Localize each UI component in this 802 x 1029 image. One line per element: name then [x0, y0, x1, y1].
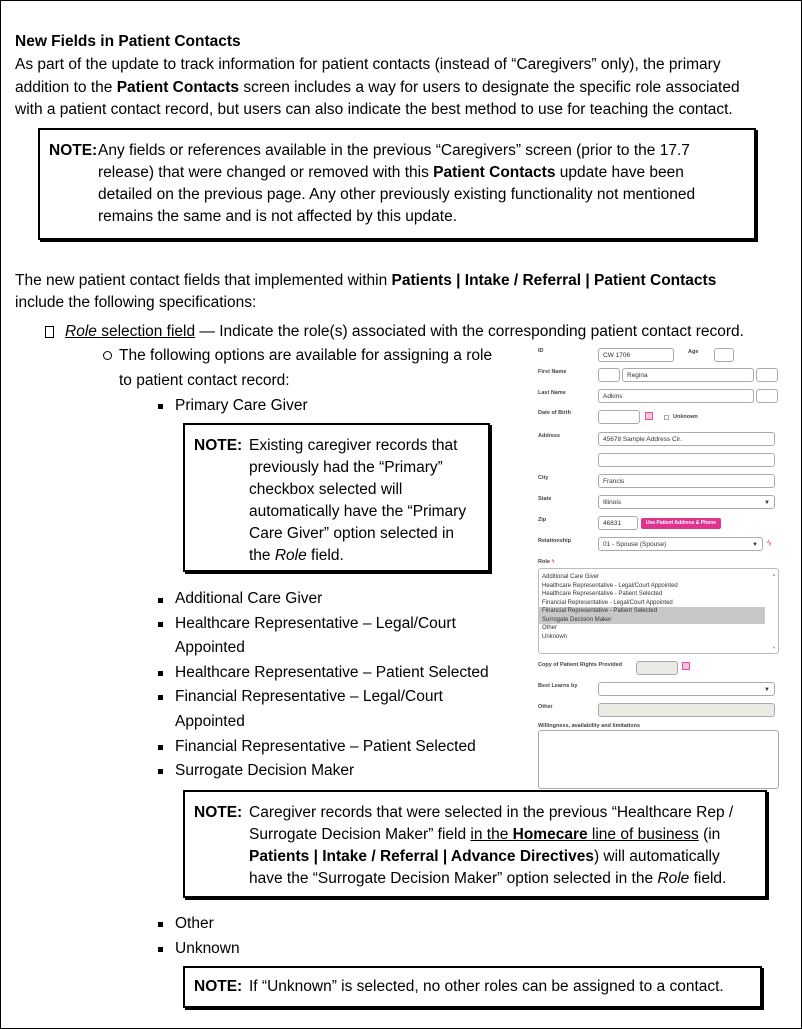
option-item: Appointed [175, 639, 245, 656]
required-icon: ϟ [767, 539, 772, 548]
id-label: ID [538, 348, 544, 354]
role-option[interactable]: Other [542, 625, 558, 631]
scroll-up-icon[interactable]: ▲ [772, 572, 776, 577]
role-label: Role ϟ [538, 559, 555, 565]
option-item: Financial Representative – Legal/Court [175, 688, 443, 705]
other-field[interactable] [598, 703, 775, 717]
dropdown-arrow-icon: ▼ [764, 500, 770, 506]
sub-line: The following options are available for assigning a role [119, 347, 493, 364]
unknown-checkbox[interactable] [664, 415, 669, 420]
note-box [38, 128, 756, 240]
bullet-box-icon [45, 326, 54, 338]
scroll-down-icon[interactable]: ▼ [772, 645, 776, 650]
note-label: NOTE: [49, 142, 98, 159]
para-line: include the following specifications: [15, 294, 257, 311]
section-heading: New Fields in Patient Contacts [15, 33, 241, 50]
option-item: Other [175, 915, 214, 932]
square-bullet-icon [158, 947, 163, 952]
option-item: Appointed [175, 713, 245, 730]
option-item: Primary Care Giver [175, 397, 308, 414]
note-text: Existing caregiver records that previously had the “Primary” checkbox selected will automatically have the “Primary Care Giver” option selected in the Role field. [249, 437, 467, 564]
address-line1-field[interactable]: 45678 Sample Address Cir. [598, 432, 775, 446]
unknown-label: Unknown [673, 414, 698, 420]
dropdown-arrow-icon: ▼ [764, 687, 770, 693]
note-text: If “Unknown” is selected, no other roles can be assigned to a contact. [249, 978, 724, 995]
dob-field[interactable] [598, 410, 640, 424]
circle-bullet-icon [103, 351, 112, 360]
square-bullet-icon [158, 695, 163, 700]
dob-label: Date of Birth [538, 410, 571, 416]
note-label: NOTE: [194, 437, 243, 454]
suffix-field[interactable] [756, 389, 778, 403]
option-item: Unknown [175, 940, 240, 957]
city-field[interactable]: Francis [598, 474, 775, 488]
sub-line: to patient contact record: [119, 372, 290, 389]
role-option[interactable]: Healthcare Representative - Legal/Court Appointed [542, 582, 678, 589]
rights-label: Copy of Patient Rights Provided [538, 662, 623, 668]
zip-field[interactable]: 46831 [598, 516, 638, 530]
city-label: City [538, 475, 549, 481]
last-name-label: Last Name [538, 390, 566, 396]
option-item: Additional Care Giver [175, 590, 323, 607]
willingness-label: Willingness, availability and limitations [538, 723, 641, 729]
option-item: Financial Representative – Patient Selected [175, 738, 476, 755]
role-bullet: Role selection field — Indicate the role(s) associated with the corresponding patient contact record. [65, 323, 744, 340]
para-line: The new patient contact fields that implemented within Patients | Intake / Referral | Patient Contacts [15, 272, 717, 289]
use-patient-address-button[interactable]: Use Patient Address & Phone [641, 518, 721, 529]
prefix-field[interactable] [598, 368, 620, 382]
intro-line: addition to the Patient Contacts screen includes a way for users to designate the specific role associated [15, 79, 740, 96]
intro-line: As part of the update to track information for patient contacts (instead of “Caregivers” only), the primary [15, 56, 721, 73]
role-option[interactable]: Financial Representative - Legal/Court Appointed [542, 599, 673, 606]
square-bullet-icon [158, 598, 163, 603]
note-box [183, 790, 767, 898]
intro-line: with a patient contact record, but users can also indicate the best method to use for teaching the contact. [15, 101, 733, 118]
best-learns-select[interactable] [598, 682, 775, 696]
middle-field[interactable] [756, 368, 778, 382]
role-listbox[interactable] [538, 568, 779, 654]
relationship-select[interactable]: 01 - Spouse (Spouse) ▼ [598, 537, 763, 551]
note-label: NOTE: [194, 978, 243, 995]
square-bullet-icon [158, 671, 163, 676]
calendar-icon[interactable] [682, 662, 690, 670]
role-option[interactable]: Unknown [542, 633, 568, 640]
first-name-label: First Name [538, 369, 567, 375]
calendar-icon[interactable] [645, 412, 653, 420]
rights-date-field[interactable] [636, 661, 678, 675]
option-item: Surrogate Decision Maker [175, 762, 355, 779]
last-name-field[interactable]: Adkins [598, 389, 754, 403]
note-box [183, 966, 762, 1008]
option-item: Healthcare Representative – Patient Selected [175, 664, 489, 681]
state-select[interactable]: Illinois ▼ [598, 495, 775, 509]
note-label: NOTE: [194, 804, 243, 821]
role-option[interactable]: Additional Care Giver [542, 574, 600, 580]
square-bullet-icon [158, 622, 163, 627]
state-label: State [538, 496, 552, 502]
option-item: Healthcare Representative – Legal/Court [175, 615, 456, 632]
note-box [183, 423, 490, 572]
other-label: Other [538, 704, 553, 710]
patient-contact-form-screenshot [536, 344, 782, 792]
role-option[interactable]: Financial Representative - Patient Selected [539, 607, 765, 616]
age-field[interactable] [714, 348, 734, 362]
note-text: Caregiver records that were selected in the previous “Healthcare Rep / Surrogate Decision Maker” field in the Homecare line of business (in Patients | Intake / Referral | Advance Directives) will automatically have the “Surrogate Decision Maker” option selected in the Role field. [249, 804, 734, 887]
square-bullet-icon [158, 404, 163, 409]
address-label: Address [538, 433, 561, 439]
square-bullet-icon [158, 769, 163, 774]
note-text: Any fields or references available in the previous “Caregivers” screen (prior to the 17.7 release) that were changed or removed with this Patient Contacts update have been detailed on the previous page. Any other previously existing functionality not mentioned remains the same and is not affected by this update. [98, 142, 696, 225]
dropdown-arrow-icon: ▼ [752, 542, 758, 548]
id-field[interactable]: CW 1706 [598, 348, 674, 362]
age-label: Age [688, 349, 699, 355]
square-bullet-icon [158, 745, 163, 750]
address-line2-field[interactable] [598, 453, 775, 467]
square-bullet-icon [158, 922, 163, 927]
relationship-label: Relationship [538, 538, 572, 544]
role-option[interactable]: Surrogate Decision Maker [539, 616, 765, 625]
willingness-textarea[interactable] [538, 730, 779, 789]
best-learns-label: Best Learns by [538, 683, 578, 689]
first-name-field[interactable]: Regina [622, 368, 754, 382]
zip-label: Zip [538, 517, 547, 523]
role-option[interactable]: Healthcare Representative - Patient Selected [542, 591, 663, 597]
